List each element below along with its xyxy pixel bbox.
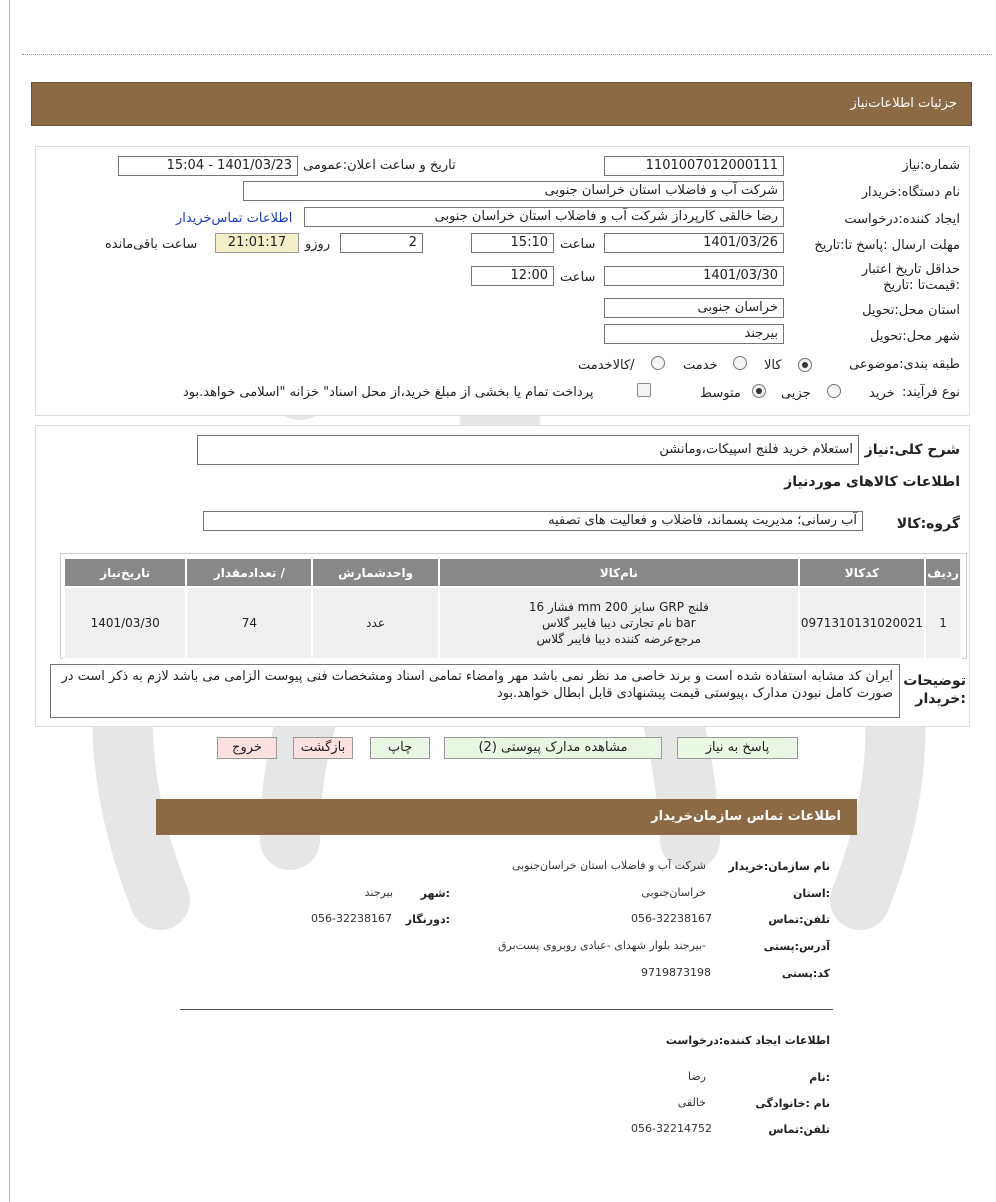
process-partial-radio[interactable]	[827, 384, 841, 398]
summary-label: شرح کلی:نیاز	[864, 442, 960, 458]
process-medium-label: متوسط	[700, 386, 741, 401]
summary-field[interactable]: استعلام خرید فلنج اسپیکات،ومانشن	[197, 435, 859, 465]
cell-code: 0971310131020021	[799, 587, 925, 659]
category-service-label: خدمت	[683, 358, 718, 373]
category-label: طبقه بندی:موضوعی	[849, 357, 960, 372]
col-name: نام‌کالا	[439, 558, 799, 587]
category-both-label: /کالاخدمت	[578, 358, 635, 373]
validity-time-word: ساعت	[560, 270, 596, 285]
cell-name-text: فلنج GRP سایز 200 mm فشار 16 bar نام تجارتی دیبا فایبر گلاس مرجع‌عرضه کننده دیبا فایبر گلاس	[528, 600, 709, 646]
validity-date-field[interactable]: 1401/03/30	[604, 266, 784, 286]
treasury-payment-checkbox[interactable]	[637, 383, 651, 397]
goods-section-title: اطلاعات کالاهای موردنیاز	[784, 474, 960, 490]
attachments-button[interactable]: مشاهده مدارک پیوستی (2)	[444, 737, 662, 759]
process-buy-label: خرید	[869, 386, 895, 401]
creator-family-value: خالقی	[677, 1096, 706, 1109]
deadline-time-word: ساعت	[560, 237, 596, 252]
cell-name	[439, 587, 799, 659]
contact-phone-label: تلفن:تماس	[768, 913, 830, 926]
contact-postal-label: کد:پستی	[781, 967, 830, 980]
contact-section-title: اطلاعات تماس سازمان‌خریدار	[651, 809, 841, 824]
city-label: شهر محل:تحویل	[870, 329, 960, 344]
deadline-time-field[interactable]: 15:10	[471, 233, 554, 253]
table-row	[64, 587, 961, 659]
contact-address-value: -بیرجند بلوار شهدای -عبادی روبروی پست‌برق	[497, 939, 706, 952]
contact-phone-value: 056-32238167	[631, 912, 712, 925]
category-service-radio[interactable]	[733, 356, 747, 370]
cell-index: 1	[925, 587, 961, 659]
province-label: استان محل:تحویل	[862, 303, 960, 318]
contact-org-label: نام سازمان:خریدار	[728, 860, 830, 873]
days-field[interactable]: 2	[340, 233, 423, 253]
treasury-payment-note: پرداخت تمام یا بخشی از مبلغ خرید،از محل اسناد" خزانه "اسلامی خواهد.بود	[183, 385, 594, 400]
validity-label: حداقل تاریخ اعتبار :قیمت‌تا :تاریخ	[861, 262, 960, 293]
col-qty: / تعدادمقدار	[186, 558, 312, 587]
page-header-title: جزئیات اطلاعات‌نیاز	[850, 96, 957, 111]
province-field[interactable]: خراسان جنوبی	[604, 298, 784, 318]
need-no-label: شماره:نیاز	[902, 158, 960, 173]
group-field[interactable]: آب رسانی؛ مدیریت پسماند، فاضلاب و فعالیت های تصفیه	[203, 511, 863, 531]
exit-button[interactable]: خروج	[217, 737, 277, 759]
buyer-org-field[interactable]: شرکت آب و فاضلاب استان خراسان جنوبی	[243, 181, 784, 201]
buyer-notes-label: توضیحات :خریدار	[903, 673, 966, 707]
contact-fax-label: :دورنگار	[405, 913, 450, 926]
contact-fax-value: 056-32238167	[311, 912, 392, 925]
goods-table	[63, 557, 962, 660]
creator-name-label: :نام	[809, 1071, 830, 1084]
back-button[interactable]: بازگشت	[293, 737, 353, 759]
creator-phone-label: تلفن:تماس	[768, 1123, 830, 1136]
page-left-rule	[9, 0, 10, 1202]
remaining-timer: 21:01:17	[215, 233, 299, 253]
creator-family-label: نام :خانوادگی	[755, 1097, 830, 1110]
top-dotted-divider	[22, 54, 992, 55]
col-index: ردیف	[925, 558, 961, 587]
process-partial-label: جزیی	[781, 386, 811, 401]
creator-name-value: رضا	[687, 1070, 706, 1083]
city-field[interactable]: بیرجند	[604, 324, 784, 344]
contact-org-value: شرکت آب و فاضلاب استان خراسان‌جنوبی	[511, 859, 706, 872]
col-date: تاریخ‌نیاز	[64, 558, 186, 587]
page-header-bar	[31, 82, 972, 126]
cell-qty: 74	[186, 587, 312, 659]
col-unit: واحدشمارش	[312, 558, 438, 587]
remaining-label: ساعت باقی‌مانده	[105, 237, 198, 252]
col-code: کدکالا	[799, 558, 925, 587]
print-button[interactable]: چاپ	[370, 737, 430, 759]
contact-city-label: :شهر	[420, 887, 450, 900]
deadline-date-field[interactable]: 1401/03/26	[604, 233, 784, 253]
buyer-org-label: نام دستگاه:خریدار	[861, 185, 960, 200]
contact-divider	[180, 1009, 833, 1010]
deadline-label: مهلت ارسال :پاسخ تا:تاریخ	[814, 238, 960, 253]
creator-field[interactable]: رضا خالقی کارپرداز شرکت آب و فاضلاب استان خراسان جنوبی	[304, 207, 784, 227]
contact-province-label: :استان	[793, 887, 830, 900]
process-label: نوع فرآیند:	[902, 385, 960, 400]
cell-unit: عدد	[312, 587, 438, 659]
contact-province-value: خراسان‌جنوبی	[641, 886, 706, 899]
category-both-radio[interactable]	[651, 356, 665, 370]
category-goods-radio[interactable]	[798, 358, 812, 372]
contact-address-label: آدرس:پستی	[763, 940, 830, 953]
need-no-field[interactable]: 1101007012000111	[604, 156, 784, 176]
group-label: گروه:کالا	[896, 516, 960, 532]
contact-section-bar	[156, 799, 857, 835]
process-medium-radio[interactable]	[752, 384, 766, 398]
cell-date: 1401/03/30	[64, 587, 186, 659]
announce-label: تاریخ و ساعت اعلان:عمومی	[303, 158, 456, 173]
creator-label: ایجاد کننده:درخواست	[844, 212, 960, 227]
category-goods-label: کالا	[764, 358, 782, 373]
days-word: روزو	[305, 237, 331, 252]
contact-postal-value: 9719873198	[641, 966, 711, 979]
creator-section-title: اطلاعات ایجاد کننده:درخواست	[665, 1034, 830, 1047]
buyer-contact-link[interactable]: اطلاعات تماس‌خریدار	[176, 211, 293, 226]
creator-phone-value: 056-32214752	[631, 1122, 712, 1135]
announce-field[interactable]: 1401/03/23 - 15:04	[118, 156, 298, 176]
buyer-notes-field: ایران کد مشابه استفاده شده است و برند خاصی مد نظر نمی باشد مهر وامضاء تمامی اسناد ومشخصات فنی پیوست الزامی می باشد لازم به ذکر است در صورت کامل نبودن مدارک ،پیوستی قیمت پیشنهادی قابل ابطال خواهد.بود	[50, 664, 900, 718]
reply-button[interactable]: پاسخ به نیاز	[677, 737, 798, 759]
contact-city-value: بیرجند	[364, 886, 393, 899]
validity-time-field[interactable]: 12:00	[471, 266, 554, 286]
